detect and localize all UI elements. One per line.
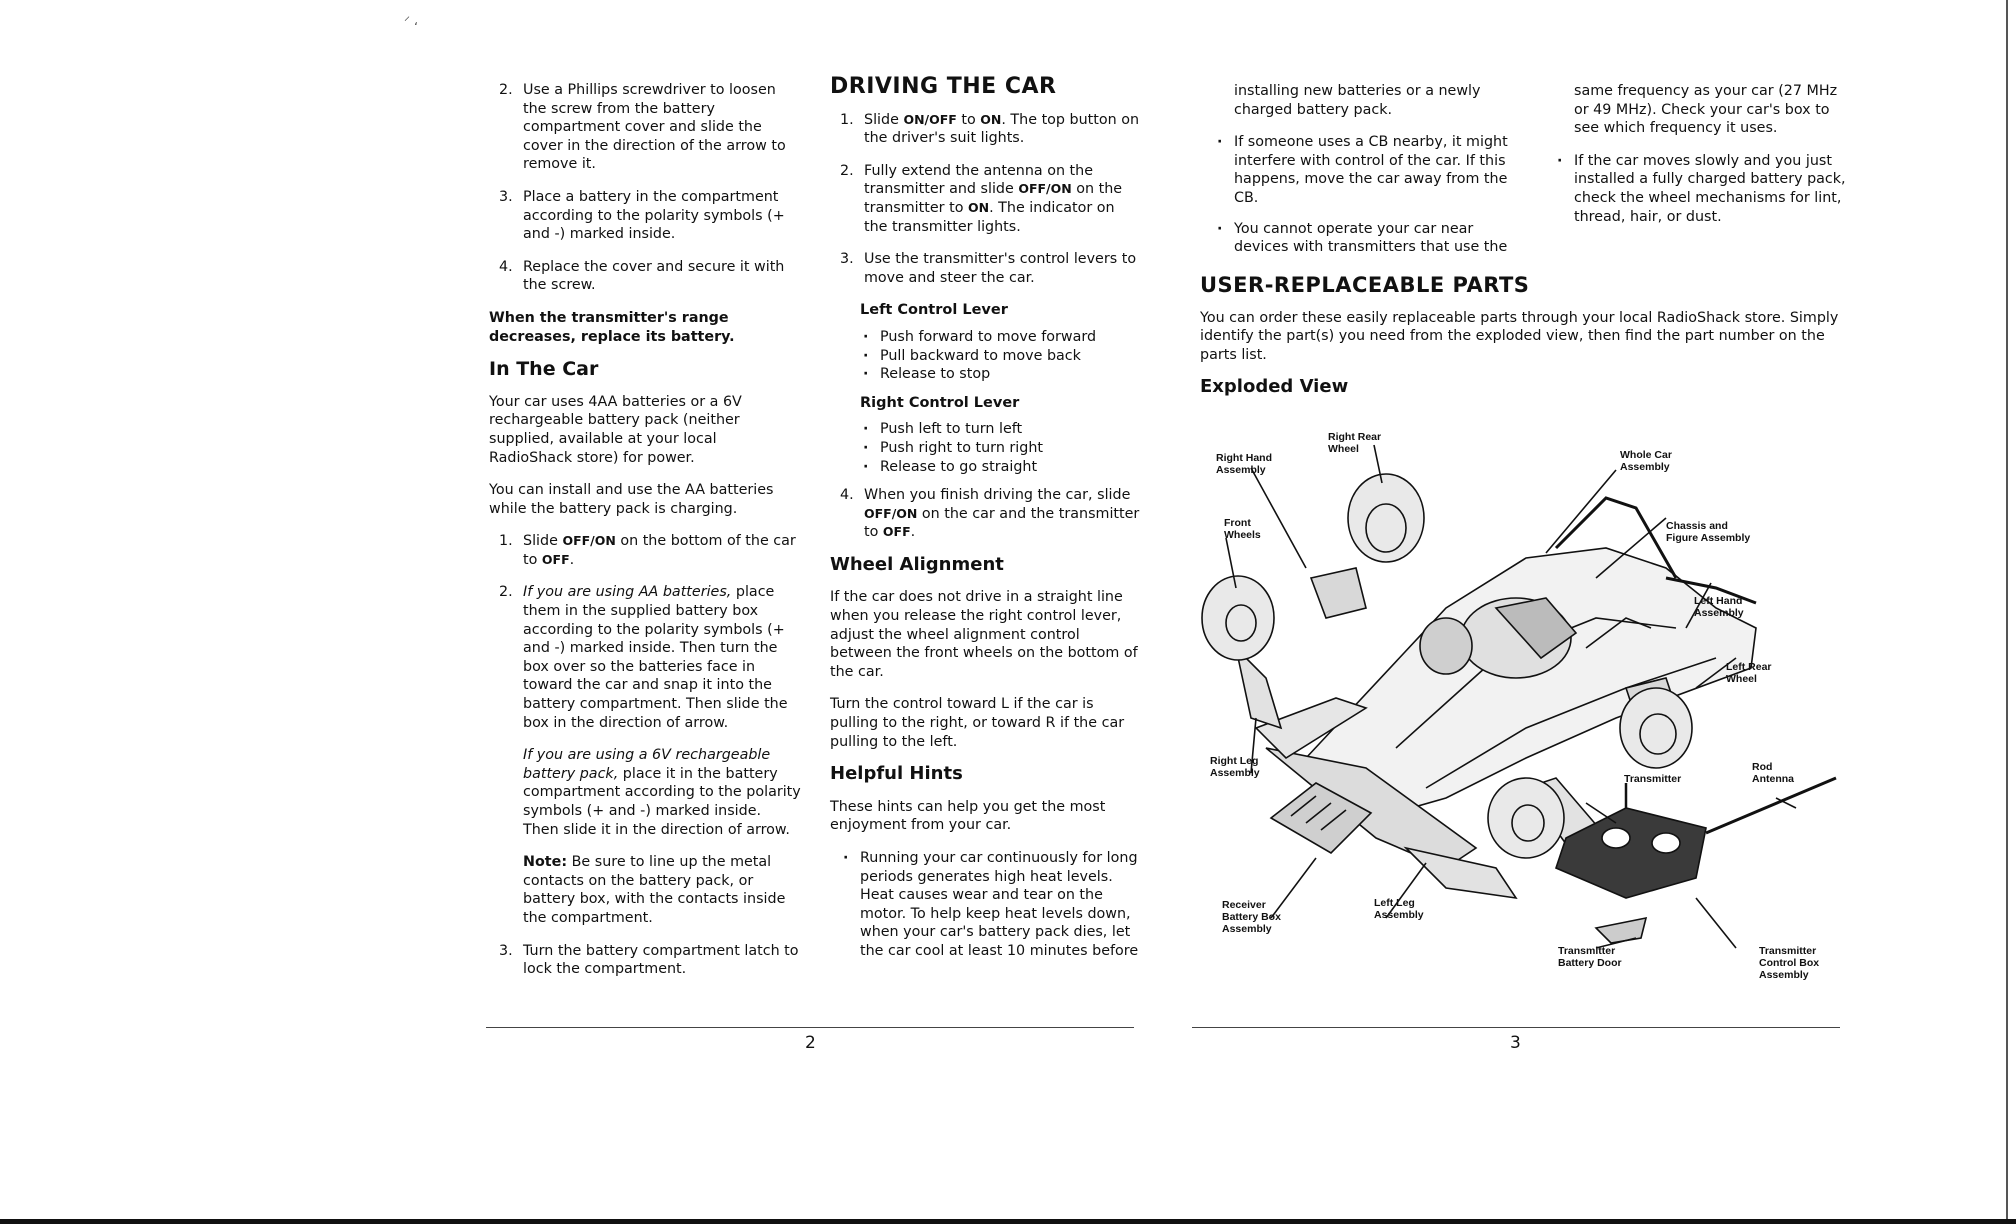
wheel-paragraph-2: Turn the control toward L if the car is pulling to the right, or toward R if the car pulling to the left. — [830, 696, 1125, 750]
left-lever-heading: Left Control Lever — [860, 302, 1008, 319]
driving-steps — [830, 111, 1140, 288]
right-page-number: 3 — [1510, 1033, 1521, 1053]
left-rear-wheel — [1620, 688, 1692, 768]
transmitter — [1556, 778, 1836, 943]
right-page-column-1 — [1214, 82, 1514, 267]
step-item: 4. Replace the cover and secure it with the screw. — [499, 258, 785, 294]
label-right-rear-wheel: Right Rear Wheel — [1328, 431, 1382, 455]
left-page-footer-rule — [486, 1027, 1134, 1028]
range-note: When the transmitter's range decreases, replace its battery. — [489, 309, 735, 345]
step-item: 2. If you are using AA batteries, place them in the supplied battery box according to the polarity symbols (+ and -) marked inside. Then turn the box over so the batteries face in toward the car and snap it into the battery compartment. Then slide the box in the direction of arrow. If you are using a 6V rechargeable battery pack, place it in the battery compartment according to the polarity symbols (+ and -) marked inside. Then slide it in the direction of arrow. Note: Be sure to line up the metal contacts on the battery pack, or battery box, with the contacts inside the compartment. — [499, 584, 801, 926]
scan-bottom-bar — [0, 1219, 2016, 1224]
continued-text: installing new batteries or a newly charged battery pack. — [1234, 83, 1481, 118]
left-lever-list: · Push forward to move forward · Pull backward to move back · Release to stop — [860, 328, 1140, 384]
step-item: 1. Slide ON/OFF to ON. The top button on the driver's suit lights. — [840, 111, 1140, 147]
hints-list-continued: · If someone uses a CB nearby, it might interfere with control of the car. If this happens, move the car away from the CB. · You cannot operate your car near devices with transmitters that use the — [1214, 133, 1514, 257]
hints-list: · Running your car continuously for long periods generates high heat levels. Heat causes wear and tear on the motor. To help keep heat levels down, when your car's battery pack dies, let the car cool at least 10 minutes before — [840, 849, 1140, 961]
in-the-car-heading: In The Car — [489, 358, 599, 381]
step-item: 2. Fully extend the antenna on the transmitter and slide OFF/ON on the transmitter to ON. The indicator on the transmitter lights. — [840, 162, 1123, 235]
car-battery-steps — [489, 532, 801, 978]
left-page-number: 2 — [805, 1033, 816, 1053]
helpful-hints-heading: Helpful Hints — [830, 763, 963, 785]
label-whole-car-assembly: Whole Car Assembly — [1620, 449, 1672, 473]
scan-mark: ⸍ ، — [404, 14, 418, 28]
front-wheel-right — [1488, 778, 1564, 858]
label-left-hand-assembly: Left Hand Assembly — [1694, 595, 1744, 619]
label-right-leg-assembly: Right Leg Assembly — [1210, 755, 1260, 779]
step-item: 3. Place a battery in the compartment according to the polarity symbols (+ and -) marked inside. — [499, 188, 785, 243]
right-page-footer-rule — [1192, 1027, 1840, 1028]
parts-text: You can order these easily replaceable parts through your local RadioShack store. Simply identify the part(s) you need from the exploded view, then find the part number on the parts list. — [1200, 309, 1839, 363]
right-rear-wheel — [1348, 474, 1424, 562]
label-transmitter: Transmitter — [1624, 773, 1682, 785]
car-illustration — [1202, 445, 1836, 948]
step-item: 2. Use a Phillips screwdriver to loosen the screw from the battery compartment cover and slide the cover in the direction of the arrow to remove it. — [499, 82, 786, 173]
wheel-paragraph-1: If the car does not drive in a straight line when you release the right control lever, adjust the wheel alignment control between the front wheels on the bottom of the car. — [830, 589, 1138, 680]
label-left-leg-assembly: Left Leg Assembly — [1374, 897, 1424, 921]
label-left-rear-wheel: Left Rear Wheel — [1726, 661, 1772, 685]
front-wheel-left — [1202, 576, 1274, 660]
parts-heading: USER-REPLACEABLE PARTS — [1200, 273, 1530, 297]
exploded-view-heading: Exploded View — [1200, 376, 1349, 398]
driving-steps-end — [830, 486, 1140, 542]
label-rod-antenna: Rod Antenna — [1752, 761, 1794, 785]
step-item: 3. Turn the battery compartment latch to lock the compartment. — [499, 942, 799, 978]
right-page-column-2 — [1554, 82, 1854, 238]
in-car-paragraph-1: Your car uses 4AA batteries or a 6V rechargeable battery pack (neither supplied, available at your local RadioShack store) for power. — [489, 393, 742, 466]
label-front-wheels: Front Wheels — [1224, 517, 1261, 541]
driving-heading: DRIVING THE CAR — [830, 74, 1057, 99]
exploded-view-figure — [1196, 428, 1846, 996]
step-item: 3. Use the transmitter's control levers to move and steer the car. — [840, 251, 1137, 286]
step-item: 4. When you finish driving the car, slide OFF/ON on the car and the transmitter to OFF. — [840, 487, 1140, 541]
scan-edge — [2006, 0, 2008, 1219]
label-right-hand-assembly: Right Hand Assembly — [1216, 452, 1272, 476]
label-chassis-figure-assembly: Chassis and Figure Assembly — [1666, 520, 1751, 544]
label-transmitter-control-box-assembly: Transmitter Control Box Assembly — [1759, 945, 1820, 981]
wheel-alignment-heading: Wheel Alignment — [830, 553, 1004, 575]
label-receiver-battery-box-assembly: Receiver Battery Box Assembly — [1222, 899, 1281, 935]
parts-section — [1200, 273, 1848, 411]
transmitter-battery-steps — [489, 81, 801, 295]
in-car-paragraph-2: You can install and use the AA batteries while the battery pack is charging. — [489, 482, 774, 517]
hints-intro: These hints can help you get the most enjoyment from your car. — [830, 798, 1106, 834]
right-lever-heading: Right Control Lever — [860, 394, 1020, 411]
label-transmitter-battery-door: Transmitter Battery Door — [1558, 945, 1622, 969]
left-page-column-1 — [489, 81, 801, 993]
hints-list-continued: · If the car moves slowly and you just installed a fully charged battery pack, check the wheel mechanisms for lint, thread, hair, or dust. — [1554, 152, 1854, 226]
left-page-column-2 — [830, 74, 1140, 971]
right-lever-list: · Push left to turn left · Push right to turn right · Release to go straight — [860, 420, 1140, 476]
step-item: 1. Slide OFF/ON on the bottom of the car to OFF. — [499, 533, 796, 568]
continued-text: same frequency as your car (27 MHz or 49 MHz). Check your car's box to see which frequency it uses. — [1574, 83, 1838, 137]
